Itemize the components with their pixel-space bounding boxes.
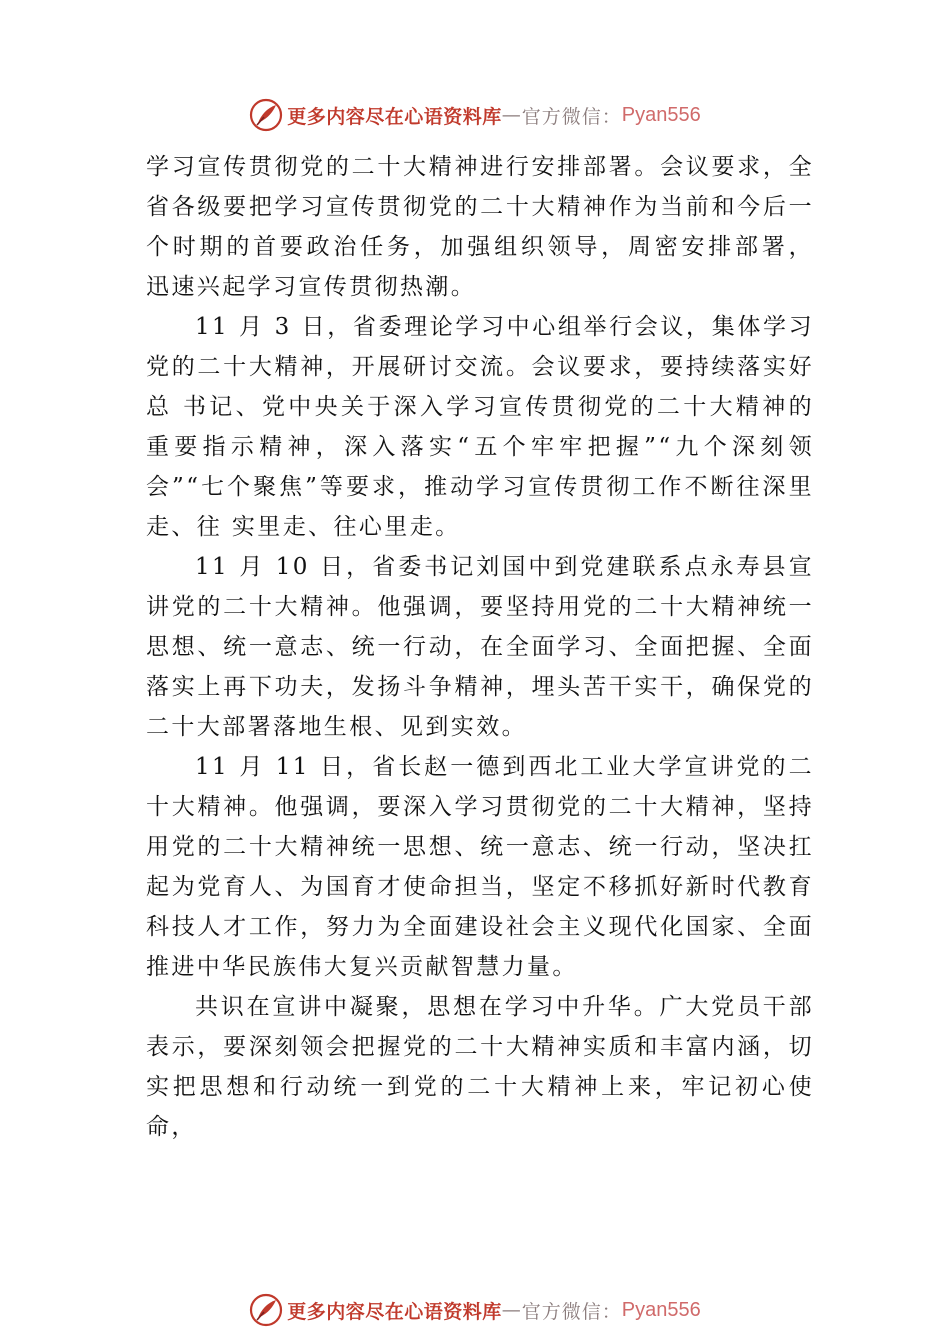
paragraph: 11 月 10 日，省委书记刘国中到党建联系点永寿县宣讲党的二十大精神。他强调，要坚持用党的二十大精神统一思想、统一意志、统一行动，在全面学习、全面把握、全面落实上再下功夫，发扬斗争精神，埋头苦干实干，确保党的二十大部署落地生根、见到实效。: [146, 554, 814, 740]
paragraph: 11 月 11 日，省长赵一德到西北工业大学宣讲党的二十大精神。他强调，要深入学习贯彻党的二十大精神，坚持用党的二十大精神统一思想、统一意志、统一行动，坚决扛起为党育人、为国育才使命担当，坚定不移抓好新时代教育科技人才工作，努力为全面建设社会主义现代化国家、全面推进中华民族伟大复兴贡献智慧力量。: [146, 754, 814, 980]
watermark-label: 官方微信：: [521, 105, 622, 128]
watermark-brand: 更多内容尽在心语资料库: [287, 1300, 502, 1323]
header-watermark: [0, 95, 950, 135]
document-body: [146, 147, 814, 1147]
watermark-dash: —: [501, 1299, 522, 1321]
feather-pen-icon: [249, 1293, 283, 1327]
paragraph: 共识在宣讲中凝聚，思想在学习中升华。广大党员干部表示，要深刻领会把握党的二十大精神实质和丰富内涵，切实把思想和行动统一到党的二十大精神上来，牢记初心使命，: [146, 994, 814, 1140]
footer-watermark: [0, 1290, 950, 1330]
paragraph: 11 月 3 日，省委理论学习中心组举行会议，集体学习党的二十大精神，开展研讨交流。会议要求，要持续落实好总 书记、党中央关于深入学习宣传贯彻党的二十大精神的重要指示精神，深入落实“五个牢牢把握”“九个深刻领会”“七个聚焦”等要求，推动学习宣传贯彻工作不断往深里走、往 实里走、往心里走。: [146, 314, 814, 540]
paragraph-continued: 学习宣传贯彻党的二十大精神进行安排部署。会议要求，全省各级要把学习宣传贯彻党的二十大精神作为当前和今后一个时期的首要政治任务，加强组织领导，周密安排部署， 迅速兴起学习宣传贯彻热潮。: [146, 154, 814, 300]
feather-pen-icon: [249, 98, 283, 132]
watermark-brand: 更多内容尽在心语资料库: [287, 105, 502, 128]
watermark-wechat-id: Pyan556: [621, 1298, 701, 1321]
watermark-dash: —: [501, 104, 522, 126]
watermark-wechat-id: Pyan556: [621, 103, 701, 126]
watermark-label: 官方微信：: [521, 1300, 622, 1323]
